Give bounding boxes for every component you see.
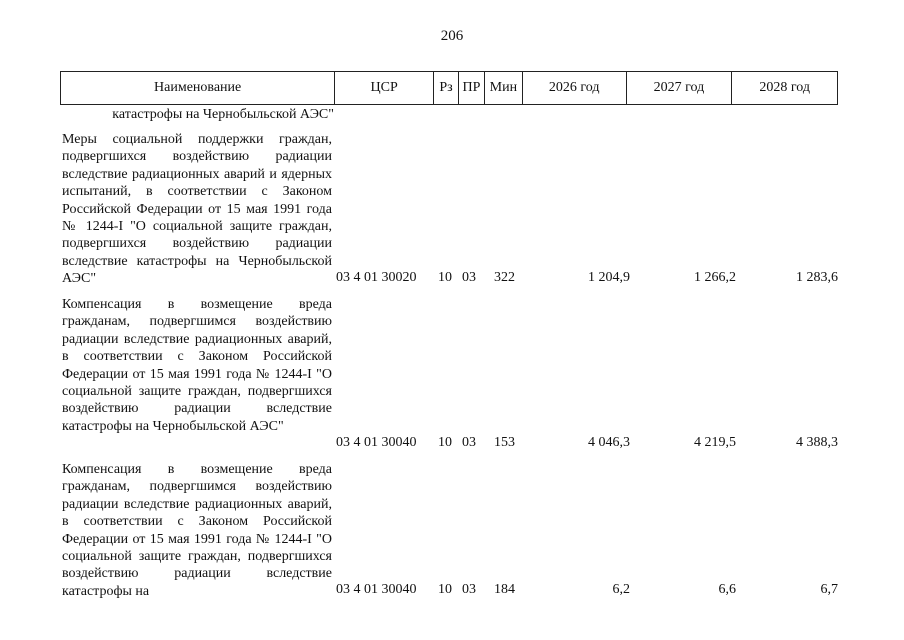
row-values [62,433,838,451]
header-min: Мин [485,72,523,104]
row-min: 153 [494,434,515,450]
row-csr: 03 4 01 30020 [336,269,417,285]
row-name: Компенсация в возмещение вреда гражданам, подвергшимся воздействию радиации вследствие радиационных аварий, в соответствии с Законом Российской Федерации от 15 мая 1991 года № 1244-I "О социальной защите граждан, подвергшихся воздействию радиации вследствие катастрофы на Чернобыльской АЭС" [62,297,332,434]
table-header [60,71,838,105]
row-year-2028: 1 283,6 [796,269,838,285]
header-rz: Рз [434,72,459,104]
header-year-2026: 2026 год [523,72,627,104]
header-pr: ПР [459,72,485,104]
row-year-2027: 4 219,5 [694,434,736,450]
row-year-2026: 4 046,3 [588,434,630,450]
row-year-2026: 6,2 [612,581,630,597]
row-pr: 03 [462,581,476,597]
continuation-text: катастрофы на Чернобыльской АЭС" [112,107,334,122]
row-year-2026: 1 204,9 [588,269,630,285]
row-rz: 10 [438,269,452,285]
header-year-2027: 2027 год [627,72,733,104]
row-year-2028: 4 388,3 [796,434,838,450]
row-csr: 03 4 01 30040 [336,434,417,450]
row-pr: 03 [462,434,476,450]
page-number: 206 [440,28,464,44]
row-pr: 03 [462,269,476,285]
row-min: 322 [494,269,515,285]
row-values [62,580,838,598]
header-csr: ЦСР [335,72,434,104]
row-year-2027: 1 266,2 [694,269,736,285]
table-row [62,296,838,451]
row-year-2027: 6,6 [718,581,736,597]
header-name: Наименование [61,72,335,104]
table-row [62,461,838,598]
row-csr: 03 4 01 30040 [336,581,417,597]
row-rz: 10 [438,434,452,450]
row-name: Меры социальной поддержки граждан, подвергшихся воздействию радиации вследствие радиационных аварий и ядерных испытаний, в соответствии с Законом Российской Федерации от 15 мая 1991 года № 1244-I "О социальной защите граждан, подвергшихся воздействию радиации вследствие катастрофы на Чернобыльской АЭС" [62,132,332,287]
row-min: 184 [494,581,515,597]
row-values [62,268,838,286]
row-year-2028: 6,7 [820,581,838,597]
row-rz: 10 [438,581,452,597]
header-year-2028: 2028 год [759,80,810,95]
table-row [62,131,838,286]
row-name: Компенсация в возмещение вреда гражданам, подвергшимся воздействию радиации вследствие радиационных аварий, в соответствии с Законом Российской Федерации от 15 мая 1991 года № 1244-I "О социальной защите граждан, подвергшихся воздействию радиации вследствие катастрофы на [62,462,332,599]
